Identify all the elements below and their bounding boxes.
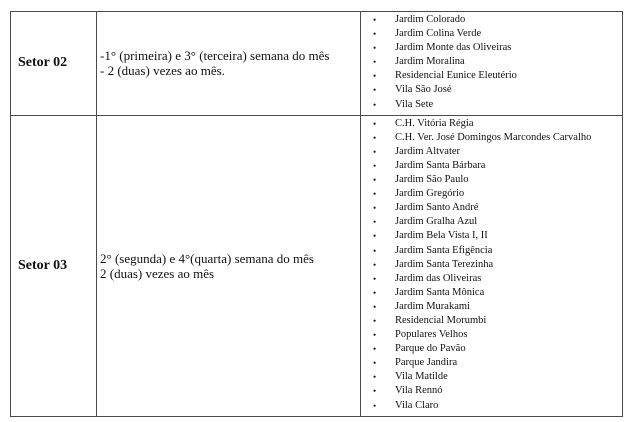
bullet-icon: •: [373, 217, 377, 228]
sector-name-cell: [11, 115, 97, 416]
area-list-item: [373, 131, 622, 145]
area-list-item: [373, 159, 622, 173]
frequency-line: 2 (duas) vezes ao mês: [100, 265, 215, 281]
bullet-icon: •: [373, 315, 377, 326]
area-list-item: [373, 272, 622, 286]
area-name: Jardim Gregório: [395, 188, 465, 200]
area-list-item: [373, 27, 622, 41]
area-list-item: [373, 399, 622, 413]
collection-schedule-table: [10, 11, 623, 417]
area-list-item: [373, 314, 622, 328]
bullet-icon: •: [373, 29, 377, 40]
area-name: Jardim das Oliveiras: [395, 272, 482, 284]
areas-cell: [361, 12, 623, 116]
area-list-item: [373, 384, 622, 398]
area-list-item: [373, 145, 622, 159]
area-list-item: [373, 286, 622, 300]
bullet-icon: •: [373, 71, 377, 82]
bullet-icon: •: [373, 386, 377, 397]
area-name: Vila Claro: [395, 399, 439, 411]
bullet-icon: •: [373, 259, 377, 270]
bullet-icon: •: [373, 301, 377, 312]
area-name: Jardim Santa Efigência: [395, 244, 493, 256]
area-list-item: [373, 229, 622, 243]
area-name: Jardim Murakami: [395, 300, 470, 312]
area-list-item: [373, 13, 622, 27]
area-list-item: [373, 370, 622, 384]
sector-name-cell: [11, 12, 97, 116]
area-name: Jardim Colina Verde: [395, 28, 482, 40]
area-list-item: [373, 201, 622, 215]
area-name: Jardim Monte das Oliveiras: [395, 42, 512, 54]
area-name: Populares Velhos: [395, 329, 468, 341]
bullet-icon: •: [373, 203, 377, 214]
area-name: Jardim Bela Vista I, II: [395, 230, 488, 242]
bullet-icon: •: [373, 15, 377, 25]
area-list-item: [373, 258, 622, 272]
area-list-item: [373, 215, 622, 229]
area-list-item: [373, 342, 622, 356]
bullet-icon: •: [373, 118, 377, 129]
bullet-icon: •: [373, 273, 377, 284]
bullet-icon: •: [373, 132, 377, 143]
area-list-item: [373, 244, 622, 258]
bullet-icon: •: [373, 43, 377, 54]
bullet-icon: •: [373, 175, 377, 186]
area-name: C.H. Ver. José Domingos Marcondes Carvalho: [395, 131, 592, 143]
bullet-icon: •: [373, 372, 377, 383]
area-list-item: [373, 41, 622, 55]
bullet-icon: •: [373, 344, 377, 355]
area-name: Jardim Gralha Azul: [395, 216, 478, 228]
area-list-item: [373, 328, 622, 342]
area-list-item: [373, 98, 622, 112]
area-list-item: [373, 55, 622, 69]
area-list-item: [373, 356, 622, 370]
bullet-icon: •: [373, 85, 377, 96]
area-list-item: [373, 300, 622, 314]
area-name: Jardim Santa Mônica: [395, 286, 485, 298]
sector-name: Setor 03: [18, 257, 68, 273]
area-name: Vila São José: [395, 84, 452, 96]
sector-row: [11, 115, 623, 416]
frequency-line: 2° (segunda) e 4°(quarta) semana do mês: [100, 250, 314, 266]
bullet-icon: •: [373, 245, 377, 256]
bullet-icon: •: [373, 330, 377, 341]
area-name: Vila Sete: [395, 98, 434, 110]
frequency-line: - 2 (duas) vezes ao mês.: [100, 63, 225, 79]
bullet-icon: •: [373, 287, 377, 298]
area-name: Parque Jandira: [395, 357, 458, 369]
bullet-icon: •: [373, 99, 377, 110]
area-name: Jardim Moralina: [395, 56, 465, 68]
bullet-icon: •: [373, 358, 377, 369]
area-list: [361, 12, 622, 115]
area-list-item: [373, 83, 622, 97]
area-list-item: [373, 173, 622, 187]
area-name: Jardim São Paulo: [395, 174, 469, 186]
areas-cell: [361, 115, 623, 416]
area-name: Jardim Santo André: [395, 202, 479, 214]
area-list-item: [373, 117, 622, 131]
area-name: Jardim Santa Terezinha: [395, 258, 494, 270]
bullet-icon: •: [373, 231, 377, 242]
area-name: C.H. Vitória Régia: [395, 117, 474, 129]
area-name: Jardim Santa Bárbara: [395, 159, 486, 171]
frequency-cell: [97, 12, 361, 116]
area-list: [361, 116, 622, 416]
area-name: Residencial Morumbi: [395, 314, 487, 326]
sector-name: Setor 02: [18, 55, 68, 71]
area-name: Jardim Altvater: [395, 145, 461, 157]
bullet-icon: •: [373, 146, 377, 157]
bullet-icon: •: [373, 160, 377, 171]
bullet-icon: •: [373, 400, 377, 411]
area-name: Parque do Pavão: [395, 343, 466, 355]
area-list-item: [373, 69, 622, 83]
area-name: Residencial Eunice Eleutério: [395, 70, 517, 82]
bullet-icon: •: [373, 189, 377, 200]
area-list-item: [373, 187, 622, 201]
bullet-icon: •: [373, 57, 377, 68]
frequency-line: -1° (primeira) e 3° (terceira) semana do mês: [100, 48, 330, 64]
area-name: Jardim Colorado: [395, 14, 466, 25]
frequency-cell: [97, 115, 361, 416]
area-name: Vila Rennó: [395, 385, 443, 397]
sector-row: [11, 12, 623, 116]
area-name: Vila Matilde: [395, 371, 448, 383]
